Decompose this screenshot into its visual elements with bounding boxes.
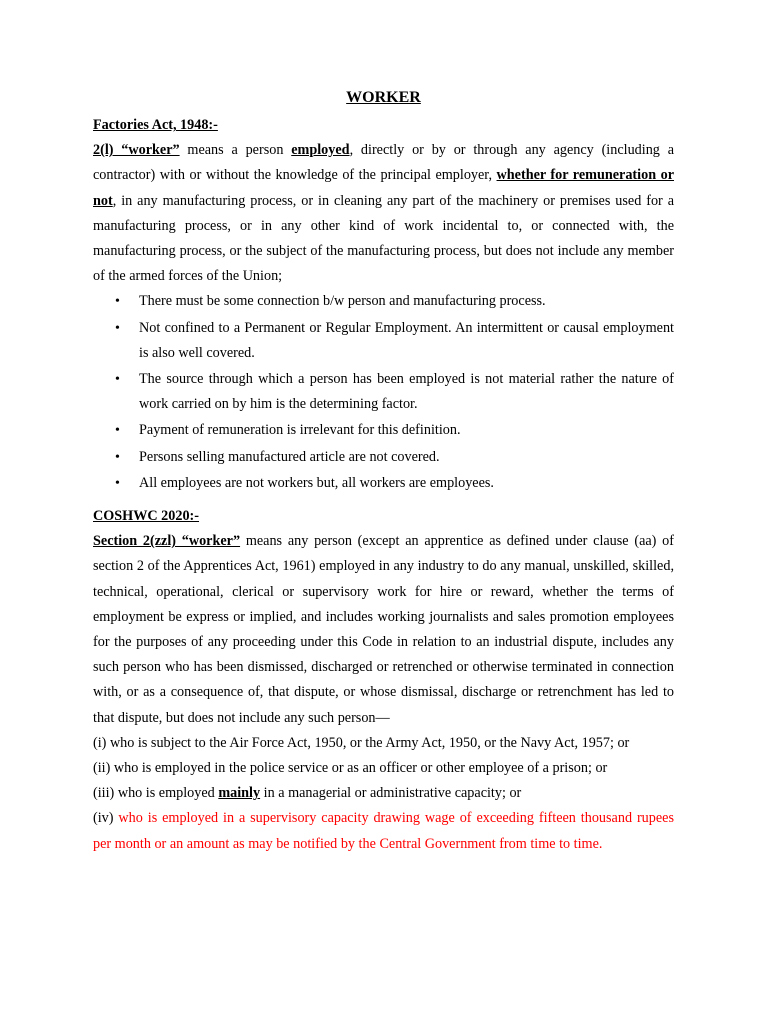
factories-worker-definition	[93, 138, 674, 289]
exclusion-iii-text-1: (iii) who is employed	[93, 785, 219, 802]
factories-definition-text-2: , directly or by or through any agency (including a contractor) with or without the knowledge of the principal employer,	[93, 142, 674, 184]
document-body	[93, 86, 674, 857]
factories-key-points-list	[93, 289, 674, 496]
list-item: • Not confined to a Permanent or Regular Employment. An intermittent or causal employment is also well covered.	[93, 316, 674, 366]
factories-definition-bold-remuneration: whether for remuneration or not	[93, 167, 674, 209]
coshwc-definition-term: Section 2(zzl) “worker”	[93, 533, 241, 550]
list-item: • Payment of remuneration is irrelevant for this definition.	[93, 418, 674, 443]
factories-definition-text-3: , in any manufacturing process, or in cleaning any part of the machinery or premises used for a manufacturing process, or in any other kind of work incidental to, or connected with, the manufacturing process, or the subject of the manufacturing process, but does not include any member of the armed forces of the Union;	[93, 192, 674, 285]
factories-definition-bold-employed: employed	[291, 142, 350, 159]
coshwc-exclusions	[93, 731, 674, 857]
exclusion-iv-highlighted-text: who is employed in a supervisory capacity drawing wage of exceeding fifteen thousand rupees per month or an amount as may be notified by the Central Government from time to time.	[93, 810, 674, 852]
list-item: • There must be some connection b/w person and manufacturing process.	[93, 289, 674, 314]
factories-definition-text-1: means a person	[179, 142, 292, 159]
list-item: • Persons selling manufactured article are not covered.	[93, 445, 674, 470]
list-item: • The source through which a person has been employed is not material rather the nature of work carried on by him is the determining factor.	[93, 367, 674, 417]
exclusion-iii	[93, 781, 674, 806]
factories-act-heading: Factories Act, 1948:-	[93, 117, 218, 133]
exclusion-iii-bold-mainly: mainly	[218, 785, 261, 802]
exclusion-iii-text-2: in a managerial or administrative capacity; or	[260, 785, 522, 802]
coshwc-definition-text: means any person (except an apprentice as defined under clause (aa) of section 2 of the Apprentices Act, 1961) employed in any industry to do any manual, unskilled, skilled, technical, operational, clerical or supervisory work for hire or reward, whether the terms of employment be express or implied, and includes working journalists and sales promotion employees for the purposes of any proceeding under this Code in relation to an industrial dispute, includes any such person who has been dismissed, discharged or retrenched or otherwise terminated in connection with, or as a consequence of, that dispute, or whose dismissal, discharge or retrenchment has led to that dispute, but does not include any such person—	[93, 533, 674, 726]
list-item: • All employees are not workers but, all workers are employees.	[93, 471, 674, 496]
document-title: WORKER	[346, 89, 421, 106]
factories-definition-term: 2(l) “worker”	[93, 142, 180, 159]
exclusion-iv	[93, 806, 674, 856]
exclusion-iv-number: (iv)	[93, 810, 119, 827]
exclusion-ii: (ii) who is employed in the police service or as an officer or other employee of a prison; or	[93, 760, 608, 777]
exclusion-i: (i) who is subject to the Air Force Act, 1950, or the Army Act, 1950, or the Navy Act, 1957; or	[93, 734, 630, 751]
coshwc-heading: COSHWC 2020:-	[93, 508, 200, 525]
coshwc-worker-definition	[93, 529, 674, 731]
